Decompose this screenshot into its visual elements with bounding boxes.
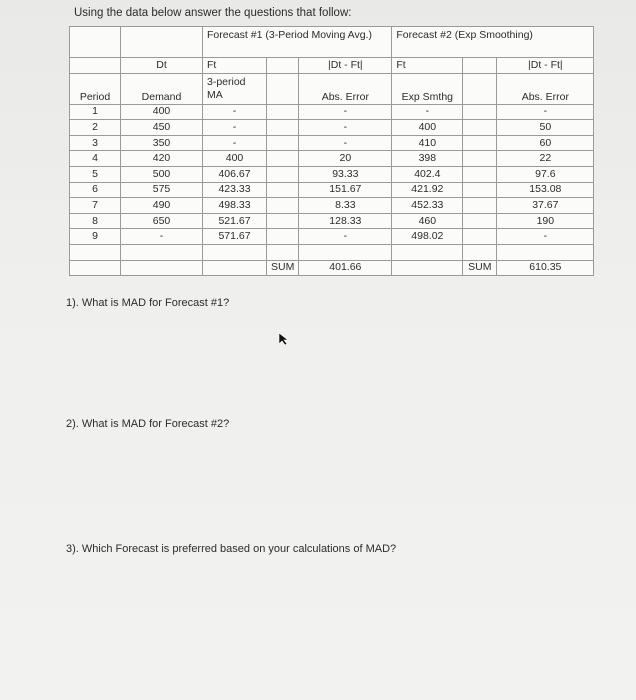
dt-header: Dt (121, 58, 203, 74)
empty-cell (463, 166, 497, 182)
abs-diff-header-2: |Dt - Ft| (497, 58, 594, 74)
abs-error2-cell: 190 (497, 213, 594, 229)
period-cell: 5 (70, 166, 121, 182)
header-cell-empty (70, 58, 121, 74)
abs-error1-cell: 8.33 (299, 198, 392, 214)
abs-error2-cell: 22 (497, 151, 594, 167)
table-row (70, 213, 594, 229)
header-row-3 (70, 73, 594, 104)
abs-error1-cell: 128.33 (299, 213, 392, 229)
empty-cell (463, 198, 497, 214)
forecast2-cell: 398 (392, 151, 463, 167)
ma-header: 3-period MA (203, 73, 267, 104)
sum-row (70, 260, 594, 276)
abs-error2-cell: 97.6 (497, 166, 594, 182)
period-cell: 1 (70, 104, 121, 120)
abs-error1-cell: 93.33 (299, 166, 392, 182)
forecast2-cell: 452.33 (392, 198, 463, 214)
sum-label-1: SUM (267, 260, 299, 276)
empty-cell (267, 166, 299, 182)
ft-header-2: Ft (392, 58, 463, 74)
forecast1-cell: 400 (203, 151, 267, 167)
period-cell: 2 (70, 120, 121, 136)
forecast1-header: Forecast #1 (3-Period Moving Avg.) (203, 27, 392, 58)
table-row (70, 135, 594, 151)
forecast1-cell: - (203, 120, 267, 136)
period-cell: 8 (70, 213, 121, 229)
sum-label-2: SUM (463, 260, 497, 276)
demand-cell: 400 (121, 104, 203, 120)
demand-header: Demand (121, 73, 203, 104)
forecast2-cell: 421.92 (392, 182, 463, 198)
abs-diff-header-1: |Dt - Ft| (299, 58, 392, 74)
abs-error2-cell: 37.67 (497, 198, 594, 214)
empty-cell (463, 229, 497, 245)
forecast2-cell: 460 (392, 213, 463, 229)
header-cell-empty (267, 73, 299, 104)
empty-cell (267, 213, 299, 229)
demand-cell: 350 (121, 135, 203, 151)
header-cell-empty (121, 27, 203, 58)
empty-cell (267, 104, 299, 120)
empty-cell (267, 120, 299, 136)
abs-error1-cell: 151.67 (299, 182, 392, 198)
period-cell: 7 (70, 198, 121, 214)
abs-error1-cell: - (299, 104, 392, 120)
abs-error2-cell: 153.08 (497, 182, 594, 198)
empty-cell (267, 182, 299, 198)
header-cell-empty (70, 27, 121, 58)
table-row (70, 166, 594, 182)
header-row-1 (70, 27, 594, 58)
period-cell: 6 (70, 182, 121, 198)
forecast1-cell: 406.67 (203, 166, 267, 182)
empty-cell (267, 135, 299, 151)
forecast2-cell: 400 (392, 120, 463, 136)
table-row (70, 198, 594, 214)
abs-error2-cell: - (497, 104, 594, 120)
abs-error-header-1: Abs. Error (299, 73, 392, 104)
abs-error2-cell: 50 (497, 120, 594, 136)
header-cell-empty (267, 58, 299, 74)
forecast1-cell: 571.67 (203, 229, 267, 245)
abs-error1-cell: - (299, 229, 392, 245)
empty-cell (463, 104, 497, 120)
data-table (69, 26, 594, 276)
forecast2-cell: - (392, 104, 463, 120)
abs-error2-cell: - (497, 229, 594, 245)
demand-cell: 490 (121, 198, 203, 214)
abs-error1-cell: 20 (299, 151, 392, 167)
blank-row (70, 244, 594, 260)
empty-cell (267, 198, 299, 214)
empty-cell (463, 182, 497, 198)
table-row (70, 229, 594, 245)
demand-cell: - (121, 229, 203, 245)
question-1: 1). What is MAD for Forecast #1? (66, 297, 230, 309)
demand-cell: 575 (121, 182, 203, 198)
question-3: 3). Which Forecast is preferred based on your calculations of MAD? (66, 543, 397, 555)
abs-error1-cell: - (299, 120, 392, 136)
sum-value-1: 401.66 (299, 260, 392, 276)
ft-header-1: Ft (203, 58, 267, 74)
header-cell-empty (463, 73, 497, 104)
table-row (70, 120, 594, 136)
empty-cell (267, 229, 299, 245)
empty-cell (463, 120, 497, 136)
forecast2-header: Forecast #2 (Exp Smoothing) (392, 27, 594, 58)
table-row (70, 182, 594, 198)
forecast2-cell: 498.02 (392, 229, 463, 245)
question-2: 2). What is MAD for Forecast #2? (66, 418, 230, 430)
abs-error2-cell: 60 (497, 135, 594, 151)
instructions-text: Using the data below answer the questions that follow: (74, 7, 352, 19)
demand-cell: 500 (121, 166, 203, 182)
sum-value-2: 610.35 (497, 260, 594, 276)
forecast2-cell: 410 (392, 135, 463, 151)
period-cell: 9 (70, 229, 121, 245)
forecast1-cell: - (203, 135, 267, 151)
forecast1-cell: - (203, 104, 267, 120)
table-row (70, 104, 594, 120)
demand-cell: 650 (121, 213, 203, 229)
empty-cell (463, 135, 497, 151)
mouse-pointer-icon (278, 332, 290, 346)
empty-cell (463, 151, 497, 167)
empty-cell (267, 151, 299, 167)
forecast1-cell: 521.67 (203, 213, 267, 229)
header-row-2 (70, 58, 594, 74)
empty-cell (463, 213, 497, 229)
forecast2-cell: 402.4 (392, 166, 463, 182)
period-cell: 4 (70, 151, 121, 167)
table-row (70, 151, 594, 167)
period-cell: 3 (70, 135, 121, 151)
period-header: Period (70, 73, 121, 104)
exp-smoothing-header: Exp Smthg (392, 73, 463, 104)
abs-error1-cell: - (299, 135, 392, 151)
forecast1-cell: 498.33 (203, 198, 267, 214)
abs-error-header-2: Abs. Error (497, 73, 594, 104)
header-cell-empty (463, 58, 497, 74)
demand-cell: 450 (121, 120, 203, 136)
demand-cell: 420 (121, 151, 203, 167)
forecast1-cell: 423.33 (203, 182, 267, 198)
